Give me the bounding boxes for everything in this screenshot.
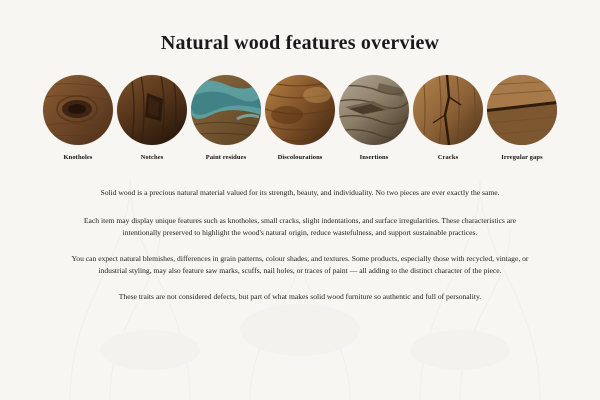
page-title: Natural wood features overview (160, 32, 440, 54)
wood-irregular-gap-swatch (487, 75, 557, 145)
feature-item-discolourations (263, 75, 337, 161)
paragraph-conclusion: These traits are not considered defects, but part of what makes solid wood furniture so authentic and full of personality. (118, 291, 482, 301)
body-copy (50, 187, 550, 303)
feature-label: Knotholes (63, 154, 93, 161)
feature-swatch-row (0, 75, 600, 161)
paragraph-features: Each item may display unique features such as knotholes, small cracks, slight indentations, and surface irregularities. These characteristics are intentionally preserved to highlight the wood's natural origin, reduce wastefulness, and support sustainable practices. (83, 215, 517, 238)
feature-item-notches (115, 75, 189, 161)
wood-paint-residue-swatch (191, 75, 261, 145)
feature-label: Cracks (437, 154, 459, 161)
wood-insertion-swatch (339, 75, 409, 145)
wood-discolouration-swatch (265, 75, 335, 145)
paragraph-blemishes: You can expect natural blemishes, differences in grain patterns, colour shades, and textures. Some products, especially those with recycled, vintage, or industrial styling, may also feature saw marks, scuffs, nail holes, or traces of paint — all adding to the distinct character of the piece. (71, 253, 529, 276)
feature-item-cracks (411, 75, 485, 161)
wood-knothole-swatch (43, 75, 113, 145)
feature-item-paint-residues (189, 75, 263, 161)
feature-item-insertions (337, 75, 411, 161)
wood-crack-swatch (413, 75, 483, 145)
feature-label: Paint residues (205, 154, 247, 161)
paragraph-intro: Solid wood is a precious natural material valued for its strength, beauty, and individuality. No two pieces are ever exactly the same. (100, 188, 500, 197)
feature-item-irregular-gaps (485, 75, 559, 161)
feature-label: Irregular gaps (501, 154, 543, 161)
feature-label: Notches (140, 154, 164, 161)
feature-label: Discolourations (277, 154, 323, 161)
feature-item-knotholes (41, 75, 115, 161)
feature-label: Insertions (359, 154, 389, 161)
wood-notch-swatch (117, 75, 187, 145)
